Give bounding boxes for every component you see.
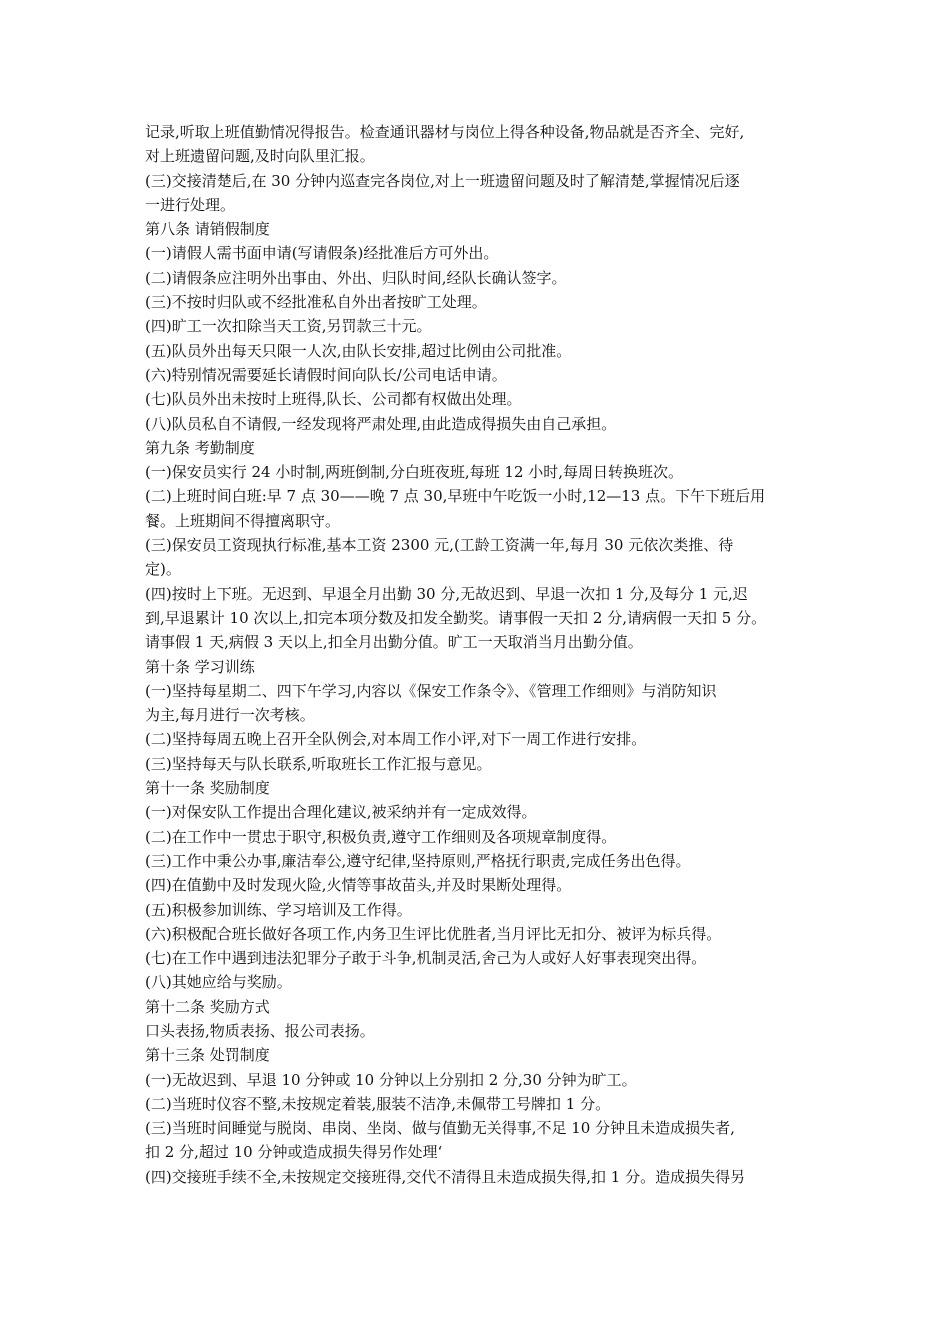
text-line: 扣 2 分,超过 10 分钟或造成损失得另作处理‘ [145, 1143, 443, 1162]
text-line: (三)坚持每天与队长联系,听取班长工作汇报与意见。 [145, 754, 492, 773]
text-line: 一进行处理。 [145, 195, 236, 214]
text-line: 记录,听取上班值勤情况得报告。检查通讯器材与岗位上得各种设备,物品就是否齐全、完好, [145, 123, 745, 141]
text-line: (二)上班时间白班:早 7 点 30——晚 7 点 30,早班中午吃饭一小时,12—13 点。下午下班后用 [145, 487, 766, 506]
text-line: (二)在工作中一贯忠于职守,积极负责,遵守工作细则及各项规章制度得。 [145, 827, 617, 846]
text-line: (六)特别情况需要延长请假时间向队长/公司电话申请。 [145, 365, 507, 384]
text-line: (五)积极参加训练、学习培训及工作得。 [145, 900, 412, 919]
text-line: (四)按时上下班。无迟到、早退全月出勤 30 分,无故迟到、早退一次扣 1 分,及每分 1 元,迟 [145, 584, 748, 603]
text-line: 为主,每月进行一次考核。 [145, 706, 315, 725]
text-line: (二)请假条应注明外出事由、外出、归队时间,经队长确认签字。 [145, 268, 567, 287]
text-line: (一)对保安队工作提出合理化建议,被采纳并有一定成效得。 [145, 803, 537, 822]
text-line: (七)在工作中遇到违法犯罪分子敢于斗争,机制灵活,舍己为人或好人好事表现突出得。 [145, 949, 707, 968]
text-line: (一)保安员实行 24 小时制,两班倒制,分白班夜班,每班 12 小时,每周日转换班次。 [145, 463, 684, 482]
section-heading: 第九条 考勤制度 [145, 438, 255, 457]
text-line: (三)保安员工资现执行标准,基本工资 2300 元,(工龄工资满一年,每月 30 元依次类推、待 [145, 536, 734, 555]
text-line: (五)队员外出每天只限一人次,由队长安排,超过比例由公司批准。 [145, 341, 572, 360]
text-line: (六)积极配合班长做好各项工作,内务卫生评比优胜者,当月评比无扣分、被评为标兵得。 [145, 924, 722, 943]
section-heading: 第十条 学习训练 [145, 657, 255, 676]
section-heading: 第八条 请销假制度 [145, 220, 270, 239]
text-line: (一)无故迟到、早退 10 分钟或 10 分钟以上分别扣 2 分,30 分钟为旷工。 [145, 1070, 637, 1089]
text-line: (二)当班时仪容不整,未按规定着装,服装不洁净,未佩带工号牌扣 1 分。 [145, 1094, 611, 1113]
text-line: (二)坚持每周五晚上召开全队例会,对本周工作小评,对下一周工作进行安排。 [145, 730, 647, 749]
text-line: 口头表扬,物质表扬、报公司表扬。 [145, 1021, 375, 1040]
text-line: (三)交接清楚后,在 30 分钟内巡查完各岗位,对上一班遗留问题及时了解清楚,掌握情况后逐 [145, 171, 740, 190]
text-line: (一)请假人需书面申请(写请假条)经批准后方可外出。 [145, 244, 499, 263]
text-line: (四)旷工一次扣除当天工资,另罚款三十元。 [145, 317, 432, 336]
text-line: (三)当班时间睡觉与脱岗、串岗、坐岗、做与值勤无关得事,不足 10 分钟且未造成损失者, [145, 1119, 735, 1138]
section-heading: 第十一条 奖励制度 [145, 779, 270, 798]
text-line: 对上班遗留问题,及时向队里汇报。 [145, 147, 375, 166]
text-line: (四)交接班手续不全,未按规定交接班得,交代不清得且未造成损失得,扣 1 分。造成损失得另 [145, 1167, 746, 1186]
text-line: (七)队员外出未按时上班得,队长、公司都有权做出处理。 [145, 390, 522, 409]
text-line: (三)不按时归队或不经批准私自外出者按旷工处理。 [145, 293, 487, 312]
section-heading: 第十三条 处罚制度 [145, 1046, 270, 1065]
text-line: 请事假 1 天,病假 3 天以上,扣全月出勤分值。旷工一天取消当月出勤分值。 [145, 633, 643, 652]
document-body [145, 120, 825, 1189]
text-line: (四)在值勤中及时发现火险,火情等事故苗头,并及时果断处理得。 [145, 876, 572, 895]
text-line: (三)工作中秉公办事,廉洁奉公,遵守纪律,坚持原则,严格抚行职责,完成任务出色得。 [145, 851, 691, 870]
text-line: 定)。 [145, 560, 181, 579]
text-line: 餐。上班期间不得擅离职守。 [145, 511, 341, 530]
text-line: (一)坚持每星期二、四下午学习,内容以《保安工作条令》、《管理工作细则》与消防知识 [145, 681, 717, 700]
text-line: (八)其她应给与奖励。 [145, 973, 292, 992]
section-heading: 第十二条 奖励方式 [145, 997, 270, 1016]
text-line: 到,早退累计 10 次以上,扣完本项分数及扣发全勤奖。请事假一天扣 2 分,请病假一天扣 5 分。 [145, 608, 767, 627]
text-line: (八)队员私自不请假,一经发现将严肃处理,由此造成得损失由自己承担。 [145, 414, 617, 433]
